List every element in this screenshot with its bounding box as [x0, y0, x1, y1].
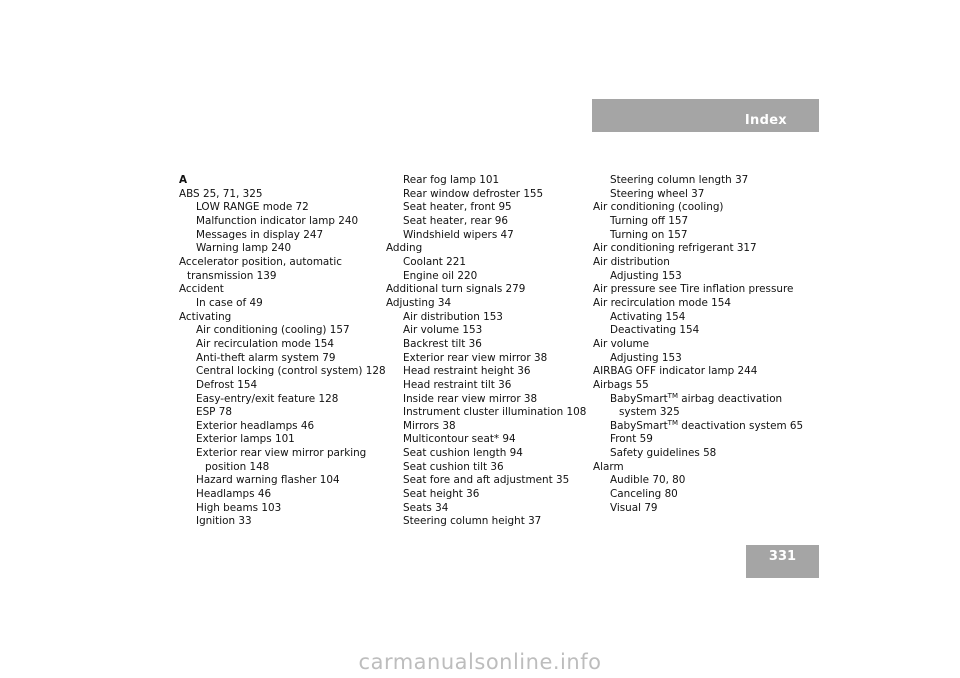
- index-entry: [386, 188, 586, 202]
- index-entry-text: BabySmart: [610, 419, 668, 432]
- index-entry: [179, 283, 379, 297]
- index-entry-text: A: [179, 174, 188, 186]
- index-entry-text: ABS 25, 71, 325: [179, 187, 263, 200]
- index-entry: [386, 174, 586, 188]
- index-entry: [593, 174, 793, 188]
- index-entry: [179, 352, 379, 366]
- index-entry-text: Activating 154: [610, 310, 686, 323]
- index-entry: [179, 188, 379, 202]
- page-number: 331: [768, 549, 797, 564]
- index-entry: [593, 447, 793, 461]
- index-entry: [386, 461, 586, 475]
- index-entry: [593, 188, 793, 202]
- index-entry-text: High beams 103: [196, 501, 282, 514]
- index-entry: [179, 338, 379, 352]
- index-entry: [593, 379, 793, 393]
- index-entry-text: Accelerator position, automatic: [179, 255, 342, 268]
- index-entry: [593, 229, 793, 243]
- index-entry-text: deactivation system 65: [678, 419, 804, 432]
- index-entry: [179, 488, 379, 502]
- index-entry-text: Visual 79: [610, 501, 658, 514]
- index-entry-text: Warning lamp 240: [196, 242, 292, 255]
- index-entry: [593, 215, 793, 229]
- index-entry-text: Messages in display 247: [196, 228, 324, 241]
- index-entry-text: Turning on 157: [610, 228, 688, 241]
- index-entry-text: Adjusting 34: [386, 296, 452, 309]
- trademark-superscript: TM: [667, 391, 678, 400]
- index-entry: [386, 283, 586, 297]
- index-entry-text: Air conditioning refrigerant 317: [593, 242, 757, 255]
- index-entry-text: system 325: [619, 406, 680, 419]
- index-entry-text: Air volume 153: [403, 324, 483, 337]
- index-entry-text: Seat heater, front 95: [403, 201, 512, 214]
- index-entry-text: Head restraint tilt 36: [403, 378, 512, 391]
- index-entry: [179, 474, 379, 488]
- index-entry: [386, 229, 586, 243]
- index-entry-text: Exterior headlamps 46: [196, 419, 315, 432]
- index-entry-text: Exterior lamps 101: [196, 433, 295, 446]
- index-entry: [593, 365, 793, 379]
- page-title: Index: [744, 113, 787, 128]
- index-entry: [386, 406, 586, 420]
- index-entry: [179, 433, 379, 447]
- index-entry: [593, 324, 793, 338]
- index-entry-text: Air pressure see Tire inflation pressure: [593, 283, 794, 296]
- index-entry: [386, 502, 586, 516]
- index-entry-text: Instrument cluster illumination 108: [403, 406, 587, 419]
- index-entry-text: ESP 78: [196, 406, 232, 419]
- index-entry-text: Coolant 221: [403, 255, 467, 268]
- index-entry-text: Seats 34: [403, 501, 449, 514]
- index-entry: [386, 420, 586, 434]
- index-entry-text: Airbags 55: [593, 378, 649, 391]
- index-entry: [386, 256, 586, 270]
- index-entry-text: Steering wheel 37: [610, 187, 705, 200]
- index-entry: [386, 297, 586, 311]
- index-entry: [386, 311, 586, 325]
- index-entry-text: Adding: [386, 242, 423, 255]
- index-entry: [386, 215, 586, 229]
- index-entry: [386, 338, 586, 352]
- index-entry-text: Safety guidelines 58: [610, 447, 717, 460]
- index-entry: [593, 297, 793, 311]
- index-column-1: [179, 174, 386, 529]
- trademark-superscript: TM: [667, 418, 678, 427]
- index-entry: [386, 447, 586, 461]
- index-entry: [593, 283, 793, 297]
- index-entry: [386, 324, 586, 338]
- index-entry: [179, 461, 379, 475]
- index-entry: [386, 488, 586, 502]
- index-entry-text: airbag deactivation: [678, 392, 783, 405]
- index-entry-text: Mirrors 38: [403, 419, 456, 432]
- index-entry: [386, 365, 586, 379]
- index-entry: [179, 324, 379, 338]
- index-entry: [179, 502, 379, 516]
- index-entry: [179, 229, 379, 243]
- index-entry: [593, 488, 793, 502]
- index-entry: [179, 201, 379, 215]
- index-entry: [386, 379, 586, 393]
- index-entry: [593, 433, 793, 447]
- index-entry-text: Deactivating 154: [610, 324, 700, 337]
- index-entry-text: Air volume: [593, 337, 650, 350]
- index-entry: [179, 365, 386, 379]
- index-entry-text: transmission 139: [187, 269, 277, 282]
- index-entry-text: AIRBAG OFF indicator lamp 244: [593, 365, 758, 378]
- index-entry-text: Air distribution: [593, 255, 670, 268]
- index-entry: [179, 515, 379, 529]
- index-entry-text: Seat fore and aft adjustment 35: [403, 474, 570, 487]
- index-entry: [179, 447, 379, 461]
- index-entry-text: Air conditioning (cooling): [593, 201, 724, 214]
- index-entry: [179, 297, 379, 311]
- index-entry: [179, 215, 379, 229]
- index-entry: [179, 311, 379, 325]
- index-header-tab: [592, 99, 819, 132]
- index-entry-text: Defrost 154: [196, 378, 258, 391]
- index-entry-text: Air conditioning (cooling) 157: [196, 324, 350, 337]
- index-entry: [386, 393, 586, 407]
- index-entry-text: In case of 49: [196, 296, 263, 309]
- index-entry: [386, 474, 586, 488]
- index-entry: [386, 201, 586, 215]
- index-entry: [179, 256, 379, 270]
- index-entry-text: Exterior rear view mirror parking: [196, 447, 367, 460]
- index-entry-text: Canceling 80: [610, 488, 678, 501]
- index-entry: [593, 474, 793, 488]
- index-entry: [593, 270, 793, 284]
- index-entry-text: Windshield wipers 47: [403, 228, 514, 241]
- index-entry-text: Air recirculation mode 154: [196, 337, 335, 350]
- index-entry: [593, 201, 793, 215]
- index-entry-text: Backrest tilt 36: [403, 337, 482, 350]
- index-entry-text: Steering column height 37: [403, 515, 542, 528]
- index-column-3: [593, 174, 804, 515]
- index-entry-text: BabySmart: [610, 392, 668, 405]
- index-entry-text: Hazard warning flasher 104: [196, 474, 340, 487]
- index-entry-text: Head restraint height 36: [403, 365, 531, 378]
- index-entry-text: Adjusting 153: [610, 269, 682, 282]
- index-entry: [179, 379, 379, 393]
- index-entry-text: Alarm: [593, 460, 624, 473]
- index-entry-text: Easy-entry/exit feature 128: [196, 392, 339, 405]
- index-entry: [179, 393, 379, 407]
- index-entry: [593, 502, 793, 516]
- index-entry-text: LOW RANGE mode 72: [196, 201, 309, 214]
- index-entry: [593, 393, 793, 407]
- index-entry-text: Audible 70, 80: [610, 474, 686, 487]
- index-entry: [179, 270, 379, 284]
- index-entry-text: position 148: [205, 460, 270, 473]
- index-entry: [593, 256, 793, 270]
- index-entry: [179, 406, 379, 420]
- index-entry-text: Air distribution 153: [403, 310, 503, 323]
- index-entry-text: Front 59: [610, 433, 653, 446]
- index-entry-text: Ignition 33: [196, 515, 252, 528]
- index-column-2: [386, 174, 586, 529]
- index-entry: [179, 420, 379, 434]
- index-entry: [593, 406, 793, 420]
- index-entry-text: Accident: [179, 283, 224, 296]
- index-entry-text: Additional turn signals 279: [386, 283, 526, 296]
- index-entry-text: Air recirculation mode 154: [593, 296, 732, 309]
- index-entry: [386, 270, 586, 284]
- index-entry-text: Steering column length 37: [610, 174, 749, 186]
- index-entry-text: Activating: [179, 310, 232, 323]
- index-entry: [593, 311, 793, 325]
- index-entry: [593, 338, 793, 352]
- index-entry-text: Malfunction indicator lamp 240: [196, 214, 359, 227]
- index-entry-text: Exterior rear view mirror 38: [403, 351, 548, 364]
- index-entry: [386, 433, 586, 447]
- index-entry-text: Turning off 157: [610, 214, 689, 227]
- page-number-tab: [746, 545, 819, 578]
- index-entry-text: Seat height 36: [403, 488, 480, 501]
- index-entry-text: Rear window defroster 155: [403, 187, 544, 200]
- index-entry: [593, 461, 793, 475]
- index-entry: [593, 418, 804, 434]
- index-entry: [386, 515, 586, 529]
- index-entry-text: Seat heater, rear 96: [403, 214, 509, 227]
- index-entry: [593, 242, 793, 256]
- index-entry: [179, 242, 379, 256]
- index-letter-heading: [179, 174, 379, 188]
- watermark-text: carmanualsonline.info: [358, 650, 602, 674]
- index-entry-text: Headlamps 46: [196, 488, 272, 501]
- index-entry-text: Multicontour seat* 94: [403, 433, 516, 446]
- index-entry-text: Seat cushion tilt 36: [403, 460, 504, 473]
- index-entry-text: Engine oil 220: [403, 269, 478, 282]
- index-entry-text: Central locking (control system) 128: [196, 365, 386, 378]
- index-entry-text: Rear fog lamp 101: [403, 174, 500, 186]
- index-entry: [386, 352, 586, 366]
- index-entry-text: Inside rear view mirror 38: [403, 392, 538, 405]
- index-entry: [593, 352, 793, 366]
- index-entry-text: Anti-theft alarm system 79: [196, 351, 336, 364]
- index-entry-text: Seat cushion length 94: [403, 447, 523, 460]
- index-entry: [386, 242, 586, 256]
- index-entry-text: Adjusting 153: [610, 351, 682, 364]
